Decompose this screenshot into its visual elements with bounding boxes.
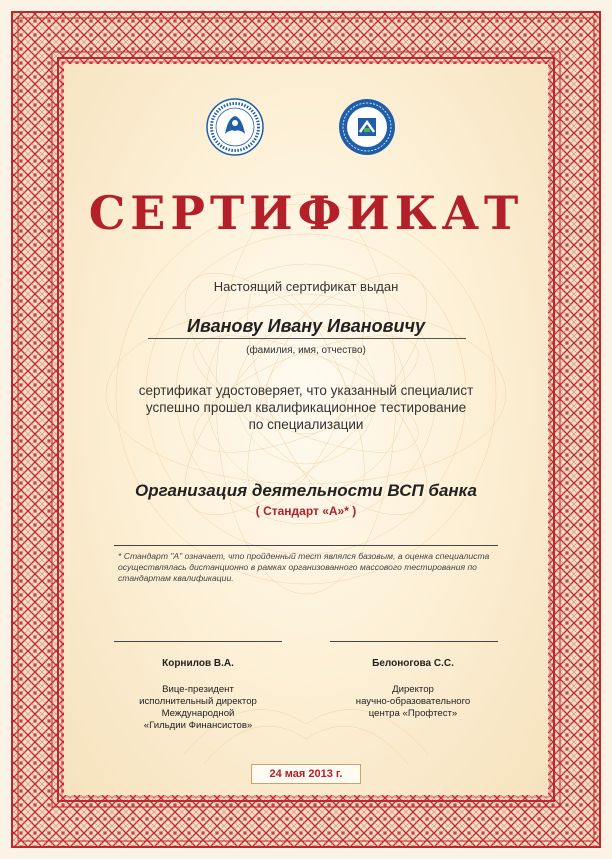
recipient-name: Иванову Ивану Ивановичу bbox=[187, 316, 425, 336]
name-hint: (фамилия, имя, отчество) bbox=[246, 345, 366, 356]
guild-seal-logo bbox=[206, 98, 264, 156]
position-line: центра «Профтест» bbox=[368, 708, 458, 719]
certificate-body bbox=[0, 382, 612, 433]
signatory-position-left bbox=[98, 684, 298, 732]
position-line: «Гильдии Финансистов» bbox=[143, 720, 253, 731]
issued-to-label: Настоящий сертификат выдан bbox=[213, 279, 399, 294]
footnote: * Стандарт "А" означает, что пройденный тест являлся базовым, а оценка специалиста осуществлялась дистанционно в рамках организованного массового тестирования по стандартам квалификации. bbox=[118, 551, 490, 583]
standard-label: ( Стандарт «А»* ) bbox=[255, 504, 357, 518]
signature-line-right bbox=[330, 641, 498, 642]
body-line-1: сертификат удостоверяет, что указанный специалист bbox=[138, 383, 474, 398]
body-line-2: успешно прошел квалификационное тестирование bbox=[145, 400, 467, 415]
position-line: научно-образовательного bbox=[355, 696, 471, 707]
specialization: Организация деятельности ВСП банка bbox=[135, 481, 477, 500]
footnote-divider bbox=[114, 545, 498, 546]
signatory-name-right: Белоногова С.С. bbox=[372, 658, 454, 669]
position-line: Международной bbox=[161, 708, 235, 719]
proftest-seal-logo bbox=[338, 98, 396, 156]
position-line: Директор bbox=[392, 684, 434, 695]
signature-line-left bbox=[114, 641, 282, 642]
signatory-position-right bbox=[313, 684, 513, 720]
name-underline bbox=[148, 338, 466, 339]
issue-date: 24 мая 2013 г. bbox=[251, 764, 361, 784]
body-line-3: по специализации bbox=[248, 417, 364, 432]
position-line: Вице-президент bbox=[162, 684, 234, 695]
certificate-title: СЕРТИФИКАТ bbox=[88, 186, 524, 240]
signatory-name-left: Корнилов В.А. bbox=[162, 658, 234, 669]
position-line: исполнительный директор bbox=[139, 696, 257, 707]
